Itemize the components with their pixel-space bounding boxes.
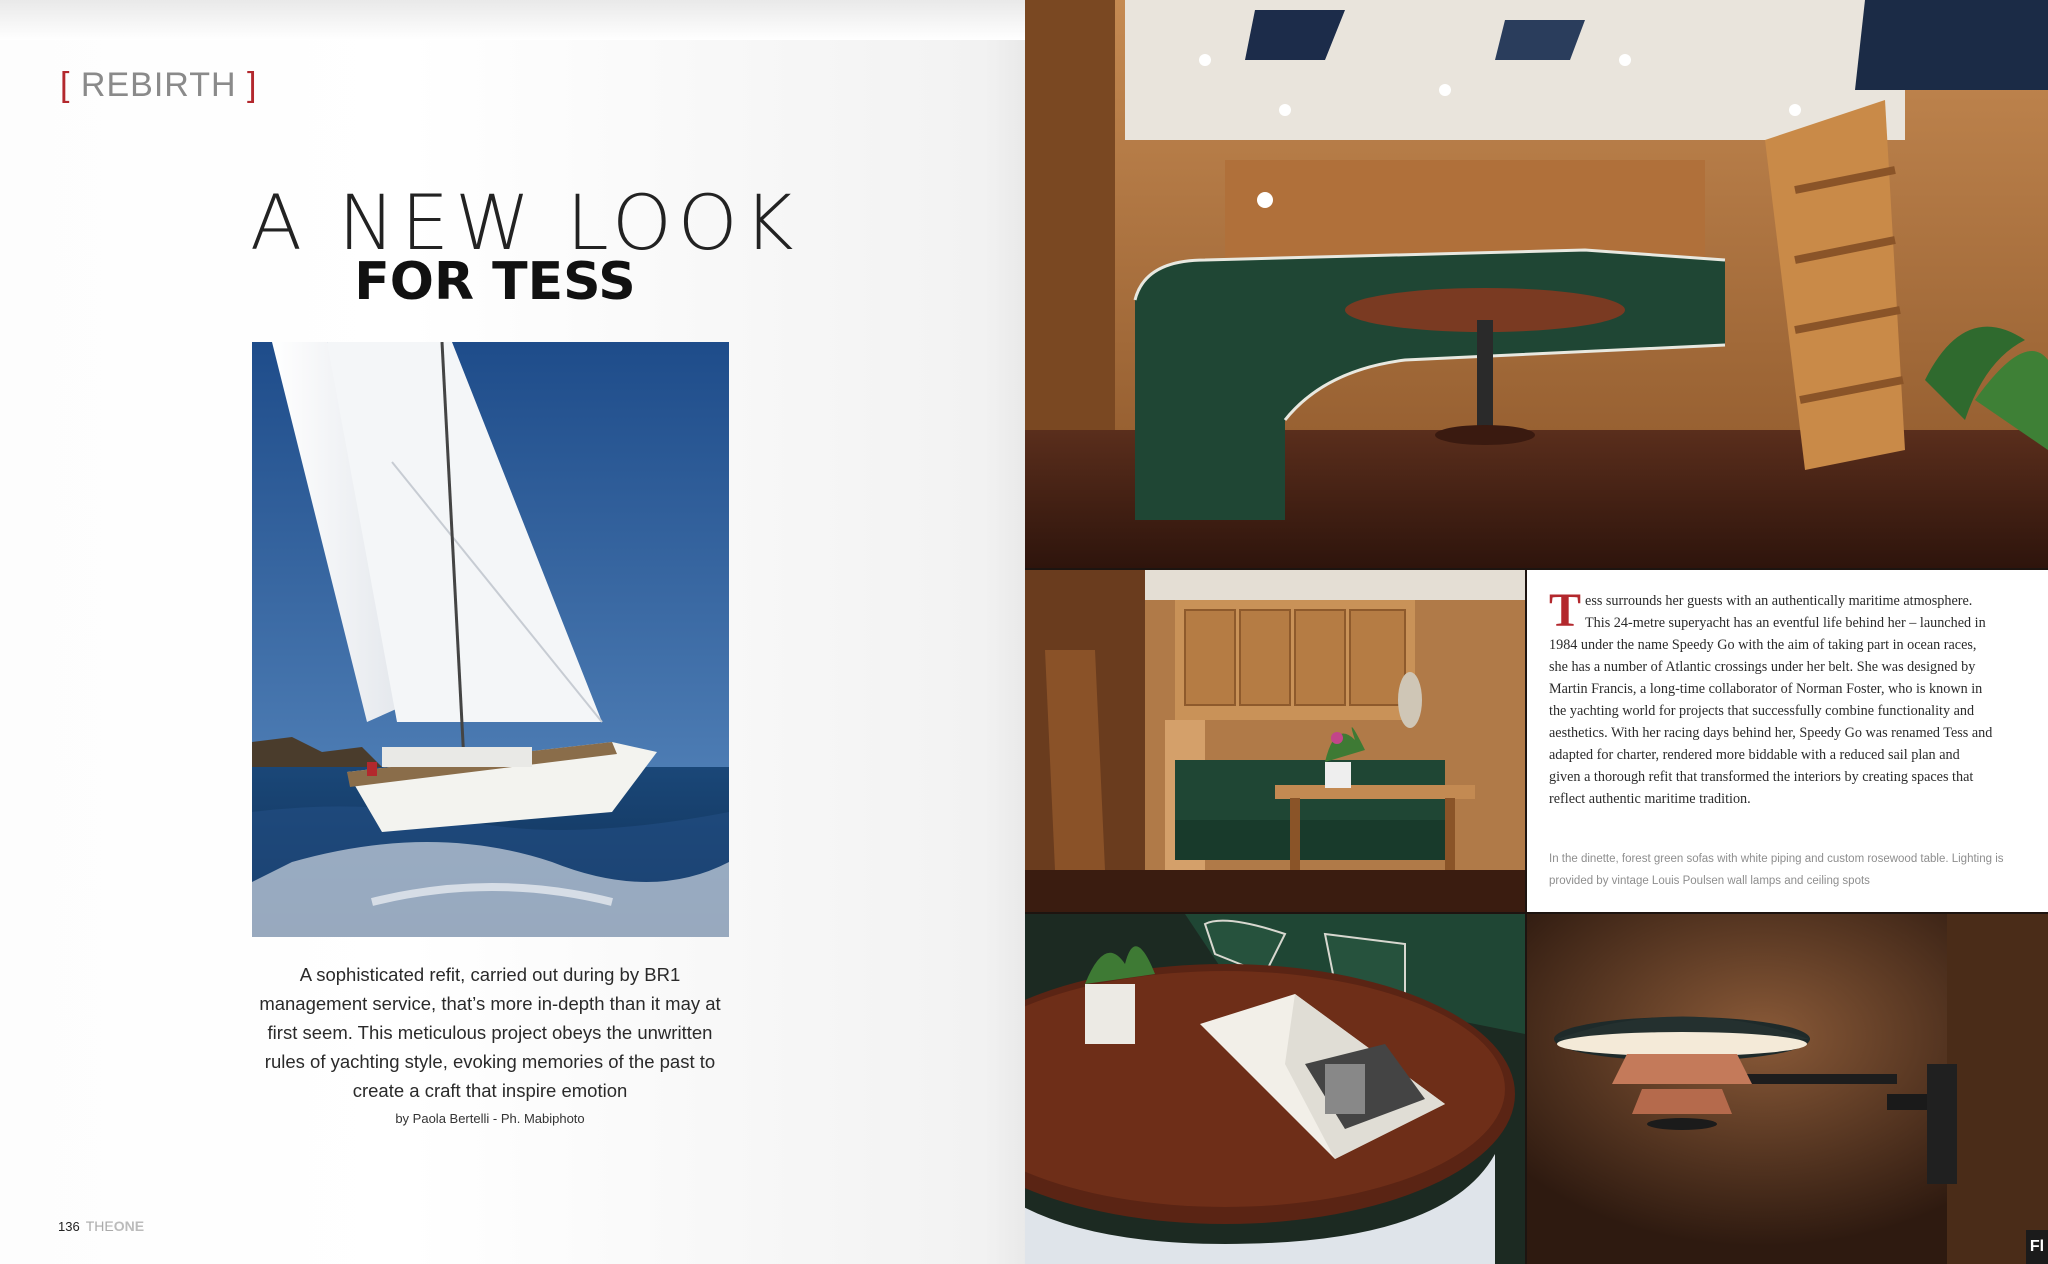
section-tag-label: REBIRTH [80, 66, 237, 104]
wall-lamp-photo [1527, 914, 2048, 1264]
byline: by Paola Bertelli - Ph. Mabiphoto [395, 1111, 585, 1126]
magazine-logo-suffix: ONE [113, 1218, 145, 1234]
page-number: 136 [58, 1219, 80, 1234]
section-tag-open: [ [60, 66, 71, 104]
section-tag [60, 66, 257, 105]
article-body-text: ess surrounds her guests with an authentically maritime atmosphere. This 24-metre superyacht has an eventful life behind her – launched in 1984 under the name Speedy Go with the aim of taking part in ocean races, she has a number of Atlantic crossings under her belt. She was designed by Martin Francis, a long-time collaborator of Norman Foster, who is known in the yachting world for projects that successfully combine functionality and aesthetics. With her racing days behind her, Speedy Go was renamed Tess and adapted for charter, rendered more biddable with a reduced sail plan and given a thorough refit that transformed the interiors by creating spaces that reflect authentic maritime tradition. [1549, 593, 1993, 807]
magazine-logo [86, 1218, 144, 1234]
headline-line-1: A NEW LOOK [250, 178, 800, 267]
salon-photo [1025, 0, 2048, 568]
corner-tab: Fl [2026, 1230, 2048, 1264]
page-folio [58, 1218, 144, 1234]
dinette-photo [1025, 570, 1525, 912]
standfirst: A sophisticated refit, carried out during by BR1 management service, that’s more in-depth than it may at first seem. This meticulous project obeys the unwritten rules of yachting style, evoking memories of the past to create a craft that inspire emotion [259, 964, 721, 1101]
drop-cap: T [1549, 584, 1582, 637]
section-tag-close: ] [246, 66, 258, 104]
article-body [1549, 584, 1994, 810]
table-detail-photo [1025, 914, 1525, 1264]
article-text-panel [1527, 570, 2048, 912]
magazine-logo-prefix: THE [85, 1218, 114, 1234]
photo-caption: In the dinette, forest green sofas with white piping and custom rosewood table. Lighting is provided by vintage Louis Poulsen wall lamps and ceiling spots [1549, 853, 2004, 887]
headline-line-2: FOR TESS [354, 252, 636, 312]
sailing-yacht-photo [252, 342, 729, 937]
